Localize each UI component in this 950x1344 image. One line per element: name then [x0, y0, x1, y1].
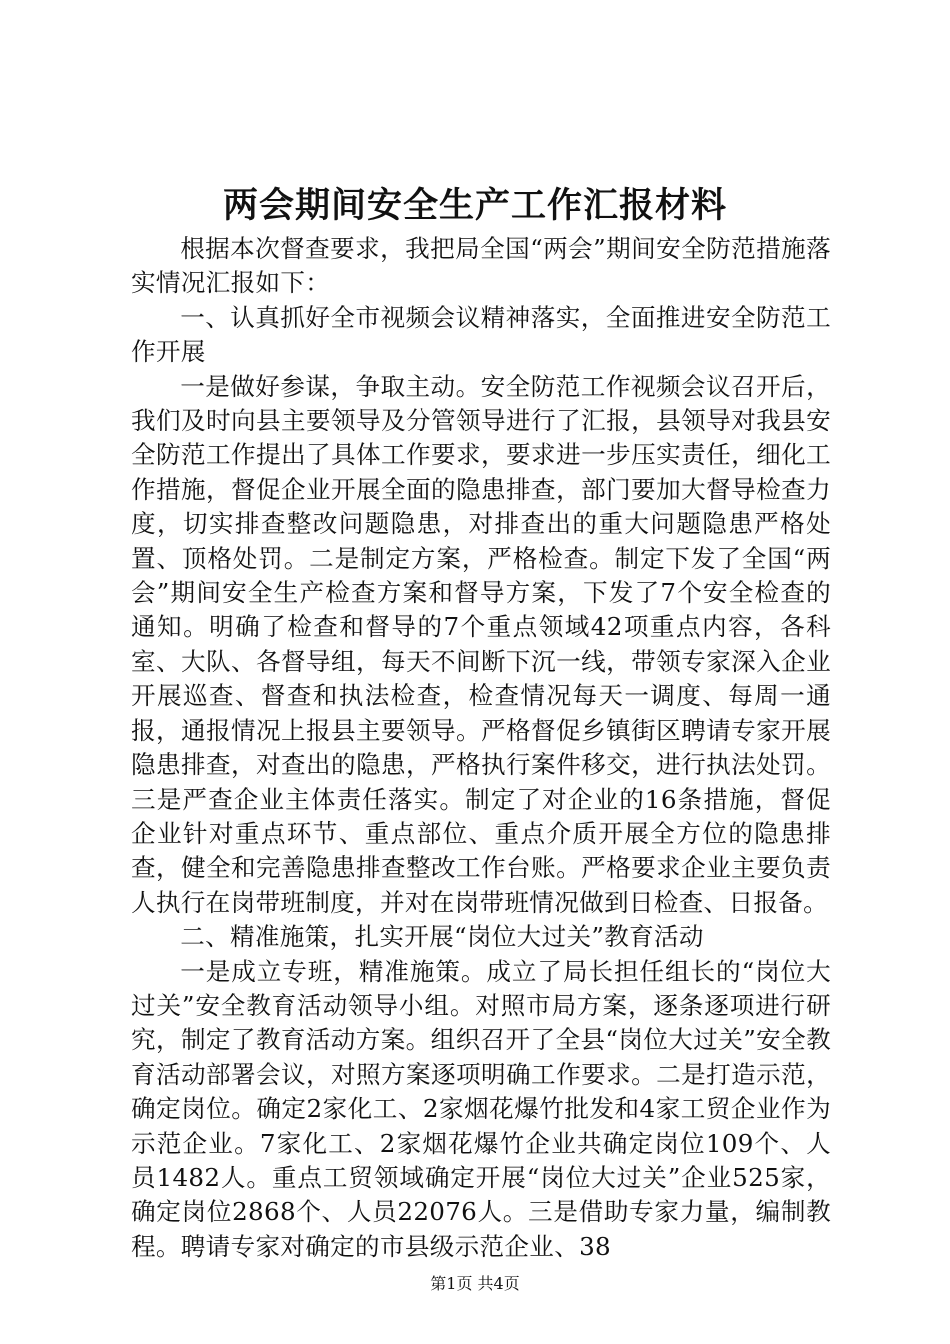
- document-body: [131, 232, 831, 1264]
- section-heading-2: 二、精准施策，扎实开展“岗位大过关”教育活动: [180, 922, 704, 952]
- paragraph-section-2: 一是成立专班，精准施策。成立了局长担任组长的“岗位大过关”安全教育活动领导小组。对照市局方案，逐条逐项进行研究，制定了教育活动方案。组织召开了全县“岗位大过关”安全教育活动部署会议，对照方案逐项明确工作要求。二是打造示范，确定岗位。确定2家化工、2家烟花爆竹批发和4家工贸企业作为示范企业。7家化工、2家烟花爆竹企业共确定岗位109个、人员1482人。重点工贸领域确定开展“岗位大过关”企业525家，确定岗位2868个、人员22076人。三是借助专家力量，编制教程。聘请专家对确定的市县级示范企业、38: [131, 956, 831, 1261]
- page-footer: 第1页 共4页: [430, 1274, 520, 1293]
- paragraph-section-1: 一是做好参谋，争取主动。安全防范工作视频会议召开后，我们及时向县主要领导及分管领导进行了汇报，县领导对我县安全防范工作提出了具体工作要求，要求进一步压实责任，细化工作措施，督促企业开展全面的隐患排查，部门要加大督导检查力度，切实排查整改问题隐患，对排查出的重大问题隐患严格处置、顶格处罚。二是制定方案，严格检查。制定下发了全国“两会”期间安全生产检查方案和督导方案，下发了7个安全检查的通知。明确了检查和督导的7个重点领域42项重点内容，各科室、大队、各督导组，每天不间断下沉一线，带领专家深入企业开展巡查、督查和执法检查，检查情况每天一调度、每周一通报，通报情况上报县主要领导。严格督促乡镇街区聘请专家开展隐患排查，对查出的隐患，严格执行案件移交，进行执法处罚。三是严查企业主体责任落实。制定了对企业的16条措施，督促企业针对重点环节、重点部位、重点介质开展全方位的隐患排查，健全和完善隐患排查整改工作台账。严格要求企业主要负责人执行在岗带班制度，并对在岗带班情况做到日检查、日报备。: [131, 371, 831, 917]
- paragraph-intro: 根据本次督查要求，我把局全国“两会”期间安全防范措施落实情况汇报如下：: [131, 234, 831, 298]
- document-title: 两会期间安全生产工作汇报材料: [222, 185, 727, 226]
- section-heading-1: 一、认真抓好全市视频会议精神落实，全面推进安全防范工作开展: [131, 302, 831, 367]
